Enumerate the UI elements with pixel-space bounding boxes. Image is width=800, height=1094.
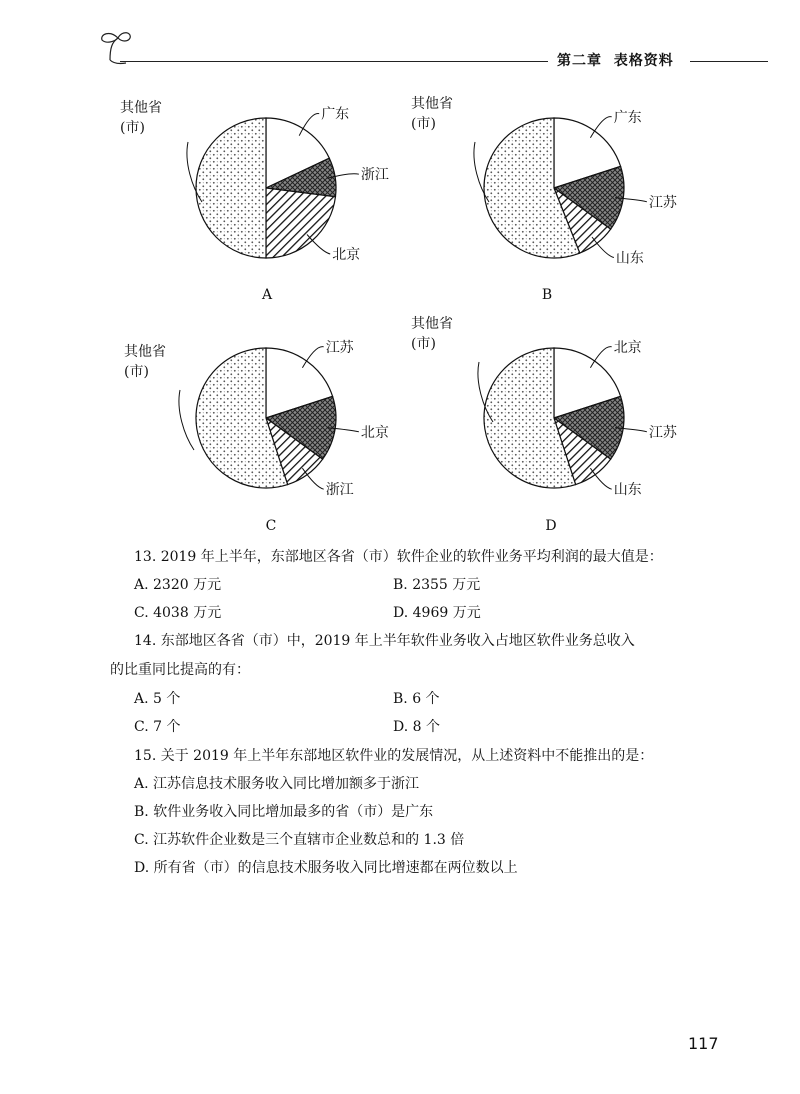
- other-label-line2: (市): [124, 364, 149, 380]
- question-14-option-d[interactable]: D. 8 个: [393, 719, 440, 735]
- question-13-option-c[interactable]: C. 4038 万元: [134, 605, 222, 621]
- slice-label: 江苏: [648, 424, 677, 441]
- slice-label: 北京: [360, 424, 389, 441]
- other-label-line2: (市): [411, 336, 436, 352]
- other-label-line1: 其他省: [124, 344, 166, 360]
- chart-caption-c: C: [265, 518, 277, 534]
- slice-label: 广东: [613, 109, 642, 126]
- other-label-line1: 其他省: [120, 100, 162, 116]
- slice-label: 北京: [613, 339, 642, 356]
- running-header: [557, 50, 674, 70]
- question-14-option-a[interactable]: A. 5 个: [134, 691, 181, 707]
- slice-label: 山东: [615, 250, 644, 267]
- question-15-option-a[interactable]: A. 江苏信息技术服务收入同比增加额多于浙江: [134, 776, 420, 792]
- question-13-option-d[interactable]: D. 4969 万元: [393, 605, 481, 621]
- chart-caption-d: D: [545, 518, 557, 534]
- slice-label: 广东: [321, 106, 350, 123]
- slice-label: 江苏: [325, 339, 354, 356]
- question-15-option-d[interactable]: D. 所有省（市）的信息技术服务收入同比增速都在两位数以上: [134, 860, 518, 876]
- slice-label: 北京: [332, 247, 361, 263]
- pie-chart-c: [100, 320, 400, 520]
- other-label-line1: 其他省: [411, 316, 453, 332]
- question-15-option-c[interactable]: C. 江苏软件企业数是三个直辖市企业数总和的 1.3 倍: [134, 832, 465, 848]
- chapter-label: 第二章: [557, 53, 602, 69]
- slice-label: 山东: [613, 482, 642, 499]
- chart-caption-b: B: [541, 287, 553, 303]
- chart-caption-a: A: [261, 287, 273, 303]
- section-label: 表格资料: [613, 53, 674, 69]
- question-13-option-b[interactable]: B. 2355 万元: [393, 577, 481, 593]
- other-leader-line: [179, 390, 194, 450]
- pie-chart-b: [395, 90, 695, 290]
- slice-label: 浙江: [360, 167, 389, 184]
- pie-chart-a: [100, 90, 400, 290]
- slice-label: 浙江: [325, 482, 354, 499]
- question-14-option-c[interactable]: C. 7 个: [134, 719, 181, 735]
- question-15-option-b[interactable]: B. 软件业务收入同比增加最多的省（市）是广东: [134, 804, 434, 820]
- header-rule-right: [690, 61, 768, 62]
- question-14-option-b[interactable]: B. 6 个: [393, 691, 440, 707]
- question-14-stem-line2: 的比重同比提高的有：: [110, 662, 250, 678]
- question-14-stem-line1: 14. 东部地区各省（市）中，2019 年上半年软件业务收入占地区软件业务总收入: [134, 633, 635, 649]
- slice-label: 江苏: [648, 194, 677, 211]
- pie-slice-2: [266, 188, 335, 258]
- pie-chart-d: [395, 316, 695, 520]
- question-15-stem: 15. 关于 2019 年上半年东部地区软件业的发展情况，从上述资料中不能推出的是：: [134, 748, 654, 764]
- pie-slice-3: [196, 118, 266, 258]
- question-13-stem: 13. 2019 年上半年，东部地区各省（市）软件企业的软件业务平均利润的最大值是：: [134, 549, 663, 565]
- page-number: 117: [688, 1034, 719, 1053]
- other-label-line1: 其他省: [411, 96, 453, 112]
- other-label-line2: (市): [411, 116, 436, 132]
- header-rule-left: [120, 61, 548, 62]
- other-label-line2: (市): [120, 120, 145, 136]
- question-13-option-a[interactable]: A. 2320 万元: [134, 577, 222, 593]
